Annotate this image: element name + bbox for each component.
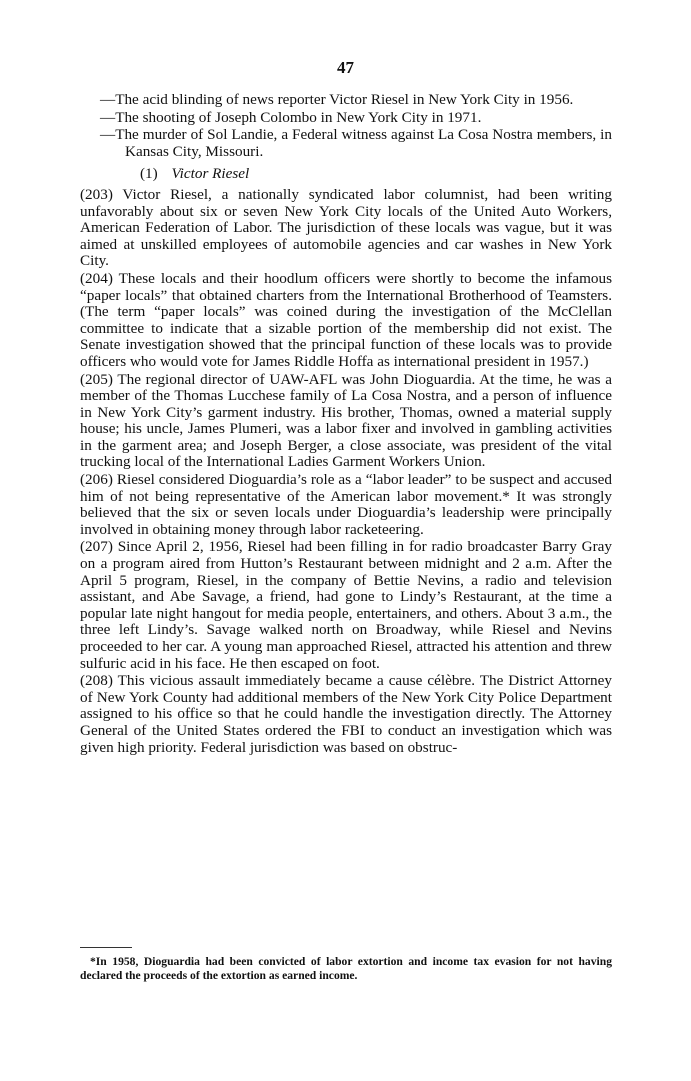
paragraph-204: (204) These locals and their hoodlum officers were shortly to become the infamous “paper locals” that obtained charters from the International Brotherhood of Teamsters. (The term “paper locals” was coined during the investigation of the McClellan committee to indicate that a sizable portion of the membership did not exist. The Senate investigation showed that the principal function of these locals was to provide officers who would vote for James Riddle Hoffa as international president in 1957.): [80, 269, 612, 370]
section-title: Victor Riesel: [171, 165, 250, 183]
paragraph-207: (207) Since April 2, 1956, Riesel had been filling in for radio broadcaster Barry Gray on a program aired from Hutton’s Restaurant between midnight and 2 a.m. After the April 5 program, Riesel, in the company of Bettie Nevins, a radio and television assistant, and Abe Savage, a friend, had gone to Lindy’s Restaurant, at the time a popular late night hangout for media people, entertainers, and others. About 3 a.m., the three left Lindy’s. Savage walked north on Broadway, while Riesel and Nevins proceeded to her car. A young man approached Riesel, attracted his attention and threw sulfuric acid in his face. He then escaped on foot.: [80, 538, 612, 672]
list-item: —The acid blinding of news reporter Victor Riesel in New York City in 1956.: [100, 91, 574, 108]
footnote: [80, 955, 612, 982]
paragraph-206: (206) Riesel considered Dioguardia’s role as a “labor leader” to be suspect and accused him of not being representative of the American labor movement.* It was strongly believed that the six or seven locals under Dioguardia’s leadership were principally involved in obtaining money through labor racketeering.: [80, 471, 612, 538]
list-item: —The murder of Sol Landie, a Federal witness against La Cosa Nostra members, in Kansas City, Missouri.: [100, 126, 612, 160]
paragraph-205: (205) The regional director of UAW-AFL was John Dioguardia. At the time, he was a member of the Thomas Lucchese family of La Cosa Nostra, and a person of influence in New York City’s garment industry. His brother, Thomas, owned a material supply house; his uncle, James Plumeri, was a labor fixer and involved in gambling activities in the garment area; and Joseph Berger, a close associate, was president of the vital trucking local of the International Ladies Garment Workers Union.: [80, 370, 612, 471]
list-item: —The shooting of Joseph Colombo in New York City in 1971.: [100, 108, 482, 126]
page-number: 47: [337, 58, 354, 77]
section-heading: [140, 166, 612, 183]
footnote-divider: [80, 947, 132, 948]
paragraph-203: (203) Victor Riesel, a nationally syndicated labor columnist, had been writing unfavorably about six or seven New York City locals of the United Auto Workers, American Federation of Labor. The jurisdiction of these locals was vague, but it was aimed at unskilled employees of automobile agencies and car washes in New York City.: [80, 185, 612, 270]
footnote-text: *In 1958, Dioguardia had been convicted of labor extortion and income tax evasion for not having declared the proceeds of the extortion as earned income.: [80, 955, 612, 982]
paragraph-208: (208) This vicious assault immediately became a cause célèbre. The District Attorney of New York County had additional members of the New York City Police Department assigned to his office so that he could handle the investigation directly. The Attorney General of the United States ordered the FBI to conduct an investigation which was given high priority. Federal jurisdiction was based on obstruc-: [80, 672, 612, 756]
section-number: (1): [140, 165, 158, 183]
body-text: [80, 92, 612, 757]
